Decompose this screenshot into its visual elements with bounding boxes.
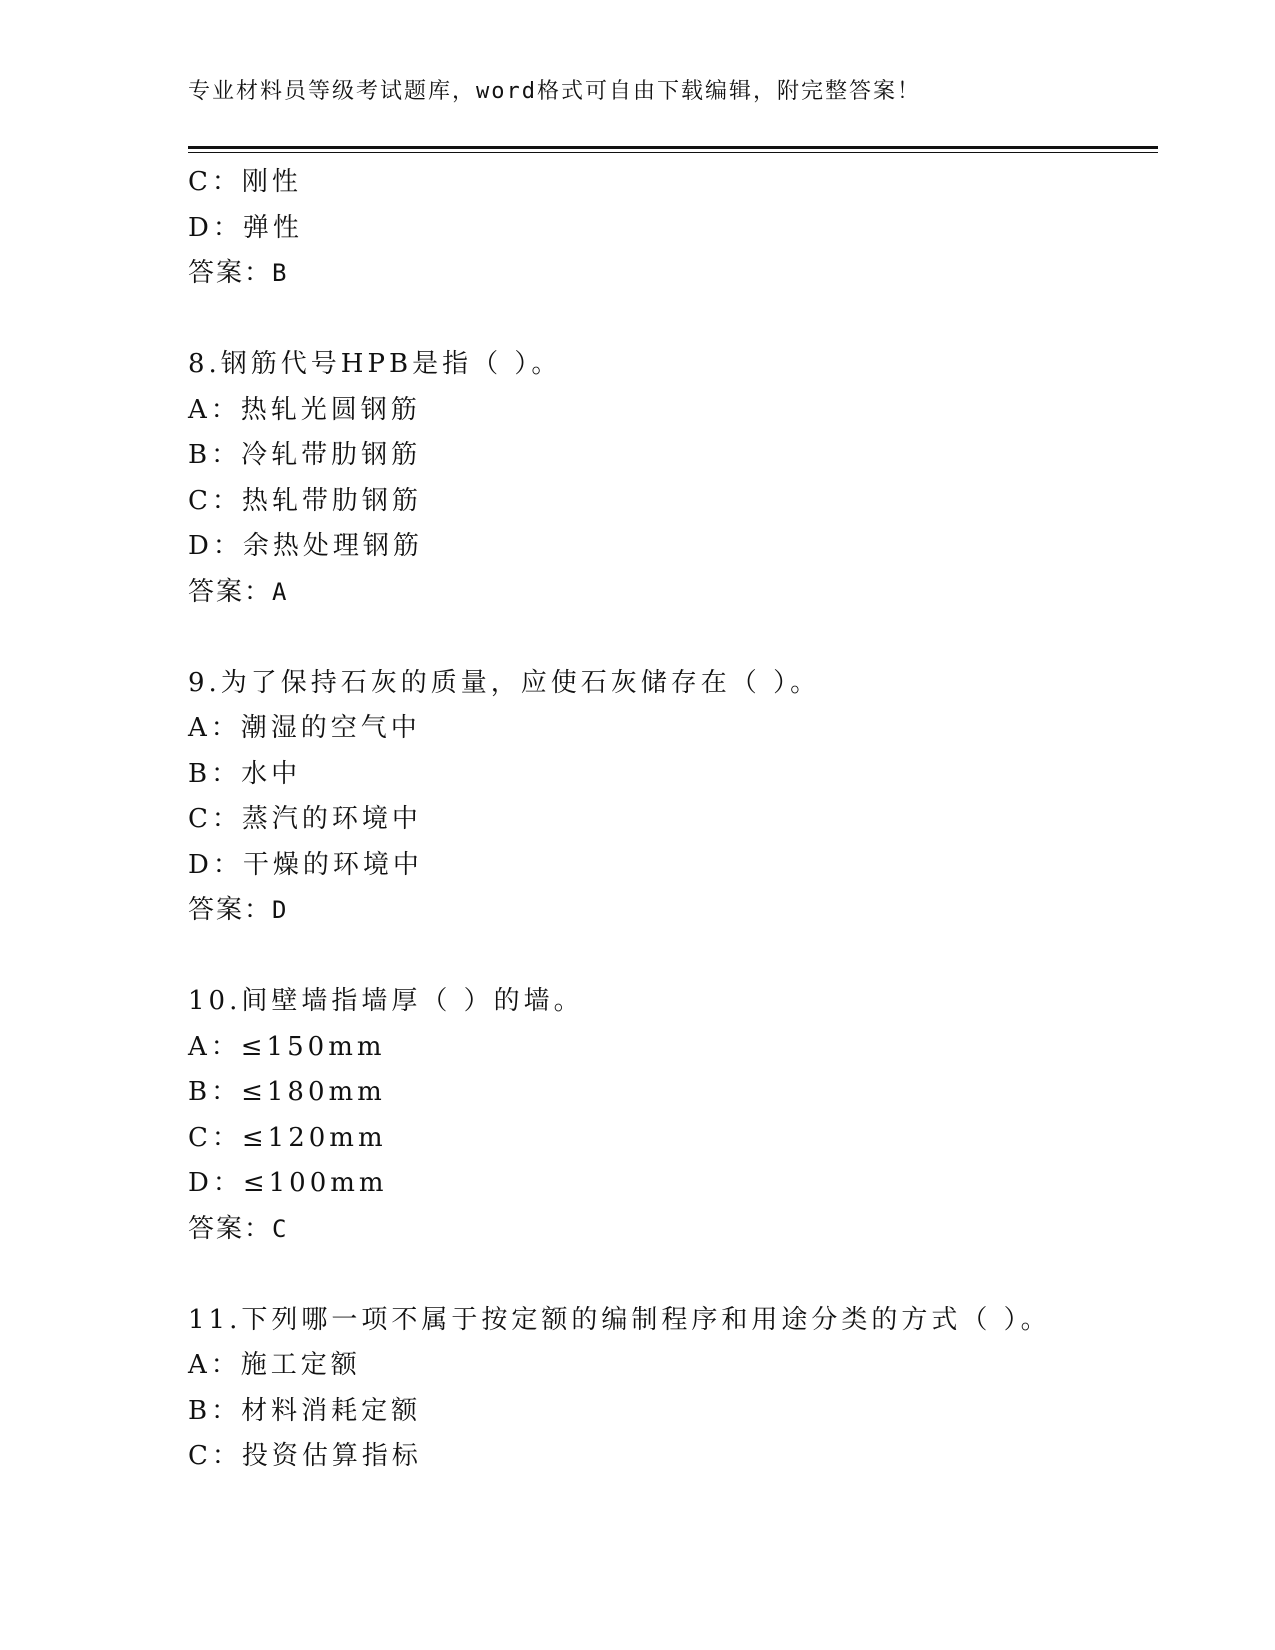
answer-letter: B xyxy=(272,259,289,287)
option-d: D：弹性 xyxy=(188,212,303,243)
answer-line xyxy=(188,1207,1188,1253)
question-stem: 11.下列哪一项不属于按定额的编制程序和用途分类的方式（ ）。 xyxy=(188,1304,1051,1335)
page-header: 专业材料员等级考试题库，word格式可自由下载编辑，附完整答案！ xyxy=(188,79,921,104)
question-stem: 9.为了保持石灰的质量，应使石灰储存在（ ）。 xyxy=(188,667,821,698)
answer-line xyxy=(188,570,1188,616)
option-b: B：≤180mm xyxy=(188,1077,386,1107)
option-d: D：干燥的环境中 xyxy=(188,849,423,880)
question-list xyxy=(188,160,1188,1480)
answer-line xyxy=(188,251,1188,297)
option-c: C：刚性 xyxy=(188,167,302,197)
option-a: A：潮湿的空气中 xyxy=(188,713,421,743)
header-rule-thin xyxy=(188,152,1158,153)
answer-label: 答案： xyxy=(188,895,273,925)
option-b: B：冷轧带肋钢筋 xyxy=(188,440,422,470)
option-c: C：热轧带肋钢筋 xyxy=(188,485,422,516)
answer-letter: D xyxy=(272,896,289,924)
option-c: C：蒸汽的环境中 xyxy=(188,804,422,834)
option-c: C：≤120mm xyxy=(188,1122,387,1153)
option-c: C：投资估算指标 xyxy=(188,1441,422,1471)
option-b: B：水中 xyxy=(188,758,302,789)
option-b: B：材料消耗定额 xyxy=(188,1395,422,1426)
question-stem: 10.间壁墙指墙厚（ ）的墙。 xyxy=(188,986,584,1016)
answer-letter: C xyxy=(272,1214,289,1243)
answer-label: 答案： xyxy=(188,576,273,607)
option-a: A：热轧光圆钢筋 xyxy=(188,394,421,425)
answer-letter: A xyxy=(272,577,289,606)
option-d: D：余热处理钢筋 xyxy=(188,531,423,561)
header-rule-thick xyxy=(188,146,1158,149)
option-a: A：≤150mm xyxy=(188,1031,386,1062)
answer-label: 答案： xyxy=(188,258,273,288)
option-d: D：≤100mm xyxy=(188,1168,388,1198)
option-a: A：施工定额 xyxy=(188,1350,361,1380)
question-stem: 8.钢筋代号HPB是指（ ）。 xyxy=(188,349,562,379)
answer-line xyxy=(188,888,1188,934)
answer-label: 答案： xyxy=(188,1213,273,1244)
